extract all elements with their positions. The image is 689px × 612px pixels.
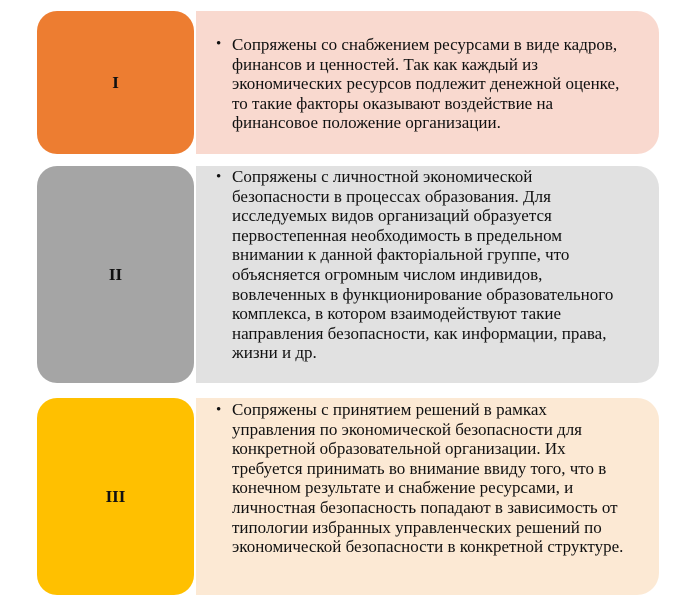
bullet-icon: •	[216, 169, 222, 185]
bullet-icon: •	[216, 402, 222, 418]
factor-group-2-label	[37, 166, 194, 383]
factor-group-2-numeral: II	[108, 264, 123, 284]
factor-group-1-numeral: I	[112, 72, 119, 92]
factor-group-2-description	[196, 166, 659, 383]
factor-group-2-text: Сопряжены с личностной экономической безопасности в процессах образования. Для исследуемых видов организаций образуется первостепенная необходимость в предельном внимании к данной факторіальной группе, что объясняется огромным числом индивидов, вовлеченных в функционирование образовательного комплекса, в котором взаимодействуют такие направления безопасности, как информации, права, жизни и др.	[232, 167, 614, 363]
factor-group-3-text: Сопряжены с принятием решений в рамках управления по экономической безопасности для конкретной образовательной организации. Их требуется принимать во внимание ввиду того, что в конечном результате и снабжение ресурсами, и личностная безопасность попадают в зависимость от типологии избранных управленческих решений по экономической безопасности в конкретной структуре.	[232, 400, 624, 557]
factor-group-3-label	[37, 398, 194, 595]
factor-group-1-label	[37, 11, 194, 154]
factor-group-1-description	[196, 11, 659, 154]
bullet-icon: •	[216, 36, 222, 52]
factor-group-3-numeral: III	[105, 486, 126, 506]
factor-group-3-description	[196, 398, 659, 595]
factor-group-1-text: Сопряжены со снабжением ресурсами в виде кадров, финансов и ценностей. Так как каждый из экономических ресурсов подлежит денежной оценке, то такие факторы оказывают воздействие на финансовое положение организации.	[232, 35, 620, 133]
